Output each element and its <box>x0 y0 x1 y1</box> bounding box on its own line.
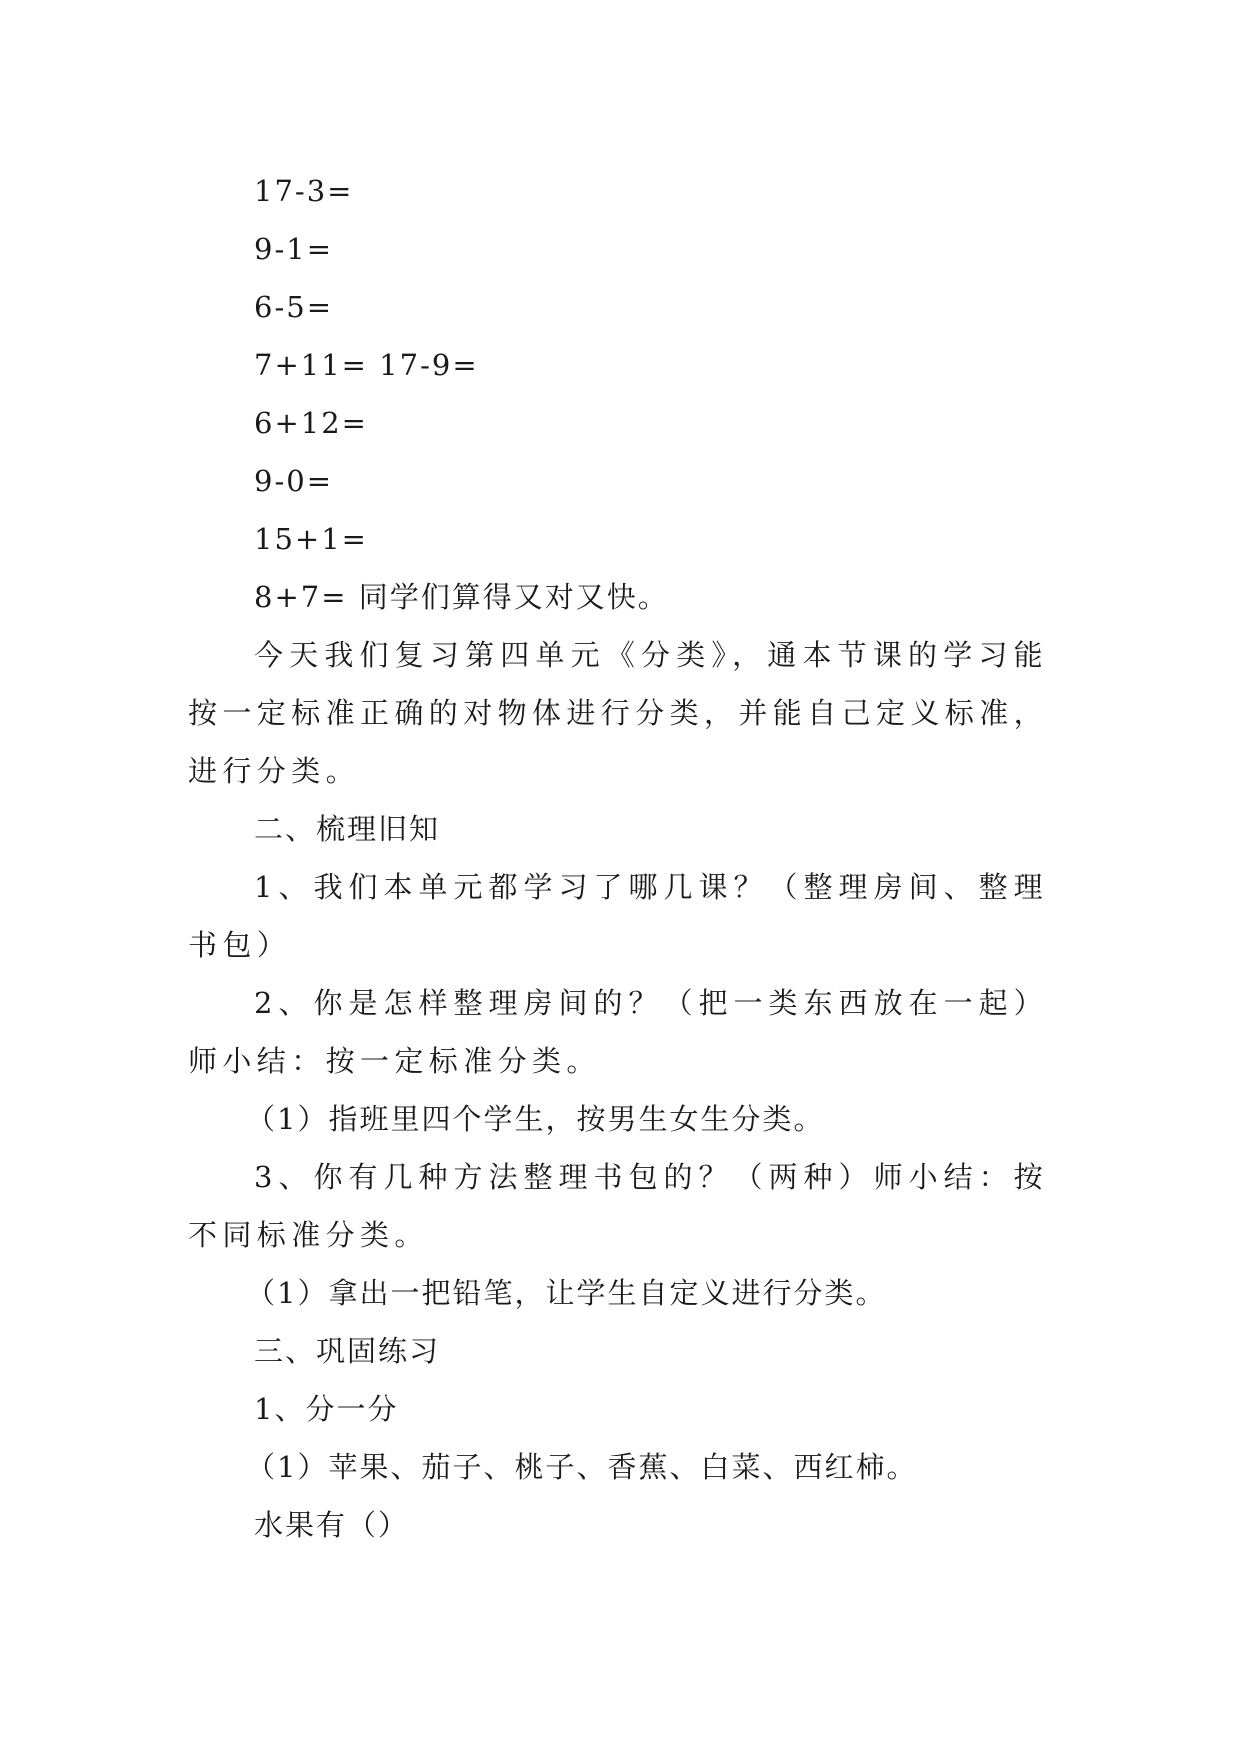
section-heading: 三、巩固练习 <box>254 1334 441 1368</box>
document-page <box>188 162 1048 1554</box>
equation-line: 17-3= <box>254 174 354 208</box>
equation-line: 6-5= <box>254 290 333 324</box>
question-paragraph: 3、你有几种方法整理书包的？（两种）师小结：按不同标准分类。 <box>188 1160 1048 1252</box>
equation-line: 8+7= 同学们算得又对又快。 <box>254 580 669 614</box>
question-paragraph: 2、你是怎样整理房间的？（把一类东西放在一起）师小结：按一定标准分类。 <box>188 986 1048 1078</box>
equation-line: 9-1= <box>254 232 333 266</box>
section-heading: 二、梳理旧知 <box>254 812 441 846</box>
sub-item: （1）拿出一把铅笔，让学生自定义进行分类。 <box>246 1276 887 1310</box>
equation-line: 15+1= <box>254 522 368 556</box>
intro-paragraph: 今天我们复习第四单元《分类》，通本节课的学习能按一定标准正确的对物体进行分类，并能自己定义标准，进行分类。 <box>188 638 1049 788</box>
exercise-item: 1、分一分 <box>254 1392 399 1426</box>
exercise-question: 水果有（） <box>254 1508 410 1542</box>
sub-item: （1）指班里四个学生，按男生女生分类。 <box>246 1102 825 1136</box>
equation-line: 9-0= <box>254 464 333 498</box>
equation-line: 7+11= 17-9= <box>254 348 479 382</box>
question-paragraph: 1、我们本单元都学习了哪几课？（整理房间、整理书包） <box>188 870 1048 962</box>
sub-item: （1）苹果、茄子、桃子、香蕉、白菜、西红柿。 <box>246 1450 918 1484</box>
equation-line: 6+12= <box>254 406 368 440</box>
